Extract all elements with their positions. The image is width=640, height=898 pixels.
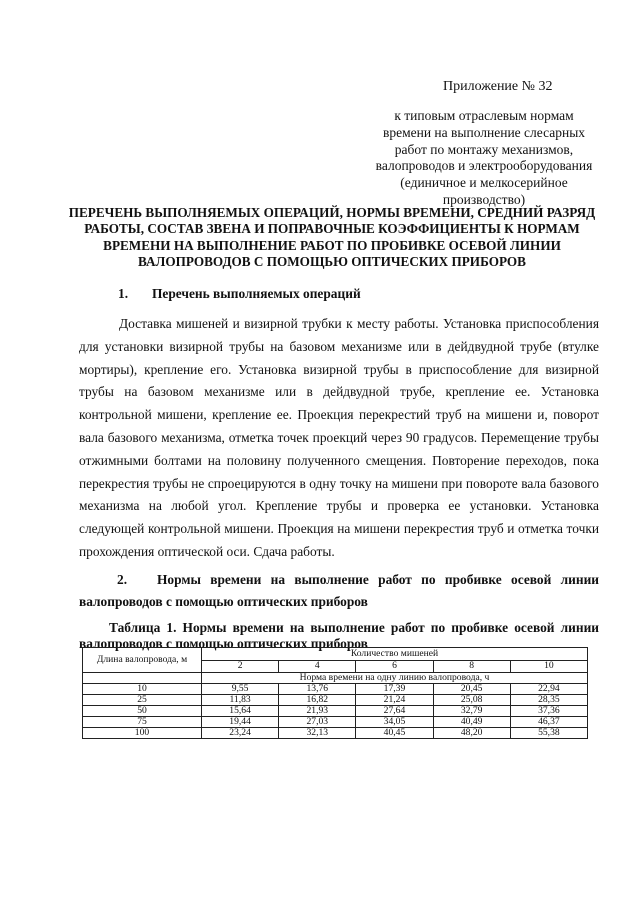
value-cell: 16,82 — [279, 695, 356, 706]
length-cell: 75 — [83, 717, 202, 728]
value-cell: 21,24 — [356, 695, 433, 706]
targets-count-cell: 10 — [510, 660, 587, 673]
appendix-line: работ по монтажу механизмов, — [394, 141, 574, 157]
section-2-heading — [79, 569, 599, 613]
value-cell: 23,24 — [202, 728, 279, 739]
table-caption: Таблица 1. Нормы времени на выполнение работ по пробивке осевой линии валопроводов с помощью оптических приборов — [79, 620, 599, 651]
document-title: ПЕРЕЧЕНЬ ВЫПОЛНЯЕМЫХ ОПЕРАЦИЙ, НОРМЫ ВРЕМЕНИ, СРЕДНИЙ РАЗРЯД РАБОТЫ, СОСТАВ ЗВЕНА И ПОПРАВОЧНЫЕ КОЭФФИЦИЕНТЫ К НОРМАМ ВРЕМЕНИ НА ВЫПОЛНЕНИЕ РАБОТ ПО ПРОБИВКЕ ОСЕВОЙ ЛИНИИ ВАЛОПРОВОДОВ С ПОМОЩЬЮ ОПТИЧЕСКИХ ПРИБОРОВ — [68, 205, 596, 270]
value-cell: 28,35 — [510, 695, 587, 706]
appendix-line: (единичное и мелкосерийное — [400, 175, 568, 191]
section-2-number: 2. — [117, 572, 128, 587]
value-cell: 34,05 — [356, 717, 433, 728]
value-cell: 17,39 — [356, 684, 433, 695]
value-cell: 9,55 — [202, 684, 279, 695]
value-cell: 11,83 — [202, 695, 279, 706]
empty-header-cell — [83, 673, 202, 684]
length-column-header: Длина валопровода, м — [83, 648, 202, 673]
value-cell: 55,38 — [510, 728, 587, 739]
length-cell: 100 — [83, 728, 202, 739]
targets-count-cell: 6 — [356, 660, 433, 673]
length-cell: 10 — [83, 684, 202, 695]
value-cell: 40,45 — [356, 728, 433, 739]
section-1-heading — [118, 286, 361, 302]
value-cell: 48,20 — [433, 728, 510, 739]
value-cell: 19,44 — [202, 717, 279, 728]
targets-count-cell: 2 — [202, 660, 279, 673]
appendix-number: Приложение № 32 — [443, 79, 553, 94]
table-row — [83, 717, 588, 728]
appendix-line: к типовым отраслевым нормам — [394, 108, 574, 123]
value-cell: 22,94 — [510, 684, 587, 695]
value-cell: 27,03 — [279, 717, 356, 728]
section-2-title: Нормы времени на выполнение работ по пробивке осевой линии валопроводов с помощью оптических приборов — [79, 572, 599, 609]
value-cell: 32,79 — [433, 706, 510, 717]
appendix-line: времени на выполнение слесарных — [382, 124, 586, 140]
table-row — [83, 684, 588, 695]
table-row — [83, 706, 588, 717]
appendix-subtitle — [360, 108, 608, 209]
norm-time-header: Норма времени на одну линию валопровода, ч — [202, 673, 588, 684]
table-row — [83, 695, 588, 706]
value-cell: 21,93 — [279, 706, 356, 717]
length-cell: 25 — [83, 695, 202, 706]
time-norms-table — [82, 647, 588, 739]
value-cell: 46,37 — [510, 717, 587, 728]
targets-count-cell: 8 — [433, 660, 510, 673]
table-row — [83, 728, 588, 739]
targets-count-header: Количество мишеней — [202, 648, 588, 661]
value-cell: 40,49 — [433, 717, 510, 728]
value-cell: 20,45 — [433, 684, 510, 695]
appendix-line: производство) — [442, 191, 526, 207]
section-1-number: 1. — [118, 286, 129, 301]
value-cell: 32,13 — [279, 728, 356, 739]
value-cell: 15,64 — [202, 706, 279, 717]
operations-paragraph: Доставка мишеней и визирной трубки к месту работы. Установка приспособления для установки визирной трубы на базовом механизме или в дейдвудной трубе (втулке мортиры), крепление его. Установка визирной трубы в приспособление для визирной трубы на базовом механизме или в дейдвудной трубе, крепление ее. Установка контрольной мишени, крепление ее. Проекция перекрестий труб на мишени и, поворот вала базового механизма, отметка точек проекций через 90 градусов. Перемещение трубы отжимными болтами на половину полученного смещения. Повторение переходов, пока перекрестия трубы не спроецируются в одну точку на мишени при повороте вала базового механизма на любой угол. Крепление трубы и проверка ее установки. Установка следующей контрольной мишени. Проекция на мишени перекрестия труб и отметка точки прохождения оптической оси. Сдача работы. — [79, 316, 599, 559]
length-cell: 50 — [83, 706, 202, 717]
value-cell: 37,36 — [510, 706, 587, 717]
value-cell: 25,08 — [433, 695, 510, 706]
appendix-line: валопроводов и электрооборудования — [375, 158, 593, 174]
value-cell: 13,76 — [279, 684, 356, 695]
targets-count-cell: 4 — [279, 660, 356, 673]
value-cell: 27,64 — [356, 706, 433, 717]
section-1-title: Перечень выполняемых операций — [152, 286, 361, 301]
